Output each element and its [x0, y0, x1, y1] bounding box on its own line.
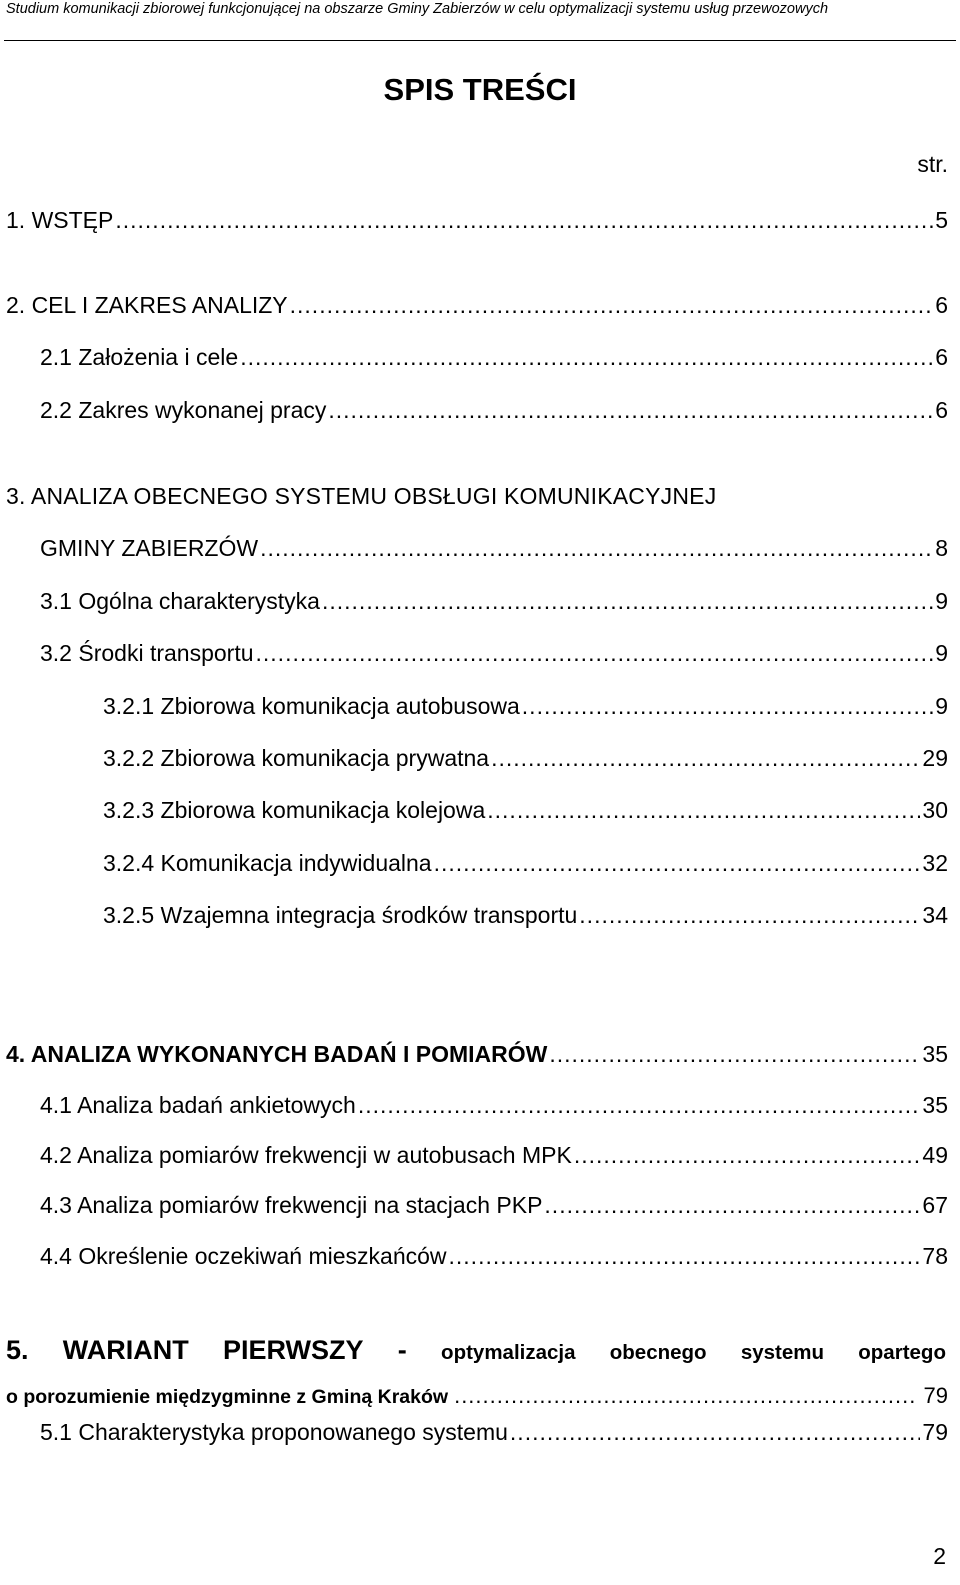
toc-page-number: 9	[935, 640, 948, 666]
dot-leader	[491, 744, 920, 772]
toc-entry-3-2[interactable]	[40, 639, 948, 667]
toc-entry-label: 4.3 Analiza pomiarów frekwencji na stacjach PKP	[40, 1192, 543, 1218]
toc-entry-3-label-line1[interactable]: 3. ANALIZA OBECNEGO SYSTEMU OBSŁUGI KOMUNIKACYJNEJ	[6, 483, 717, 509]
toc-page-number: 29	[922, 745, 948, 771]
toc-page-number: 49	[922, 1142, 948, 1168]
toc-entry-2[interactable]	[6, 291, 948, 319]
running-header: Studium komunikacji zbiorowej funkcjonującej na obszarze Gminy Zabierzów w celu optymalizacji systemu usług przewozowych	[6, 1, 829, 17]
toc-entry-2-2[interactable]	[40, 396, 948, 424]
toc-entry-4-4[interactable]	[40, 1242, 948, 1270]
toc-entry-3-2-1[interactable]	[103, 692, 948, 720]
toc-entry-label: GMINY ZABIERZÓW	[40, 535, 259, 561]
toc-page-number: 8	[935, 535, 948, 561]
toc-entry-label: 3.2.4 Komunikacja indywidualna	[103, 850, 432, 876]
dot-leader	[549, 1040, 920, 1068]
toc-word: opartego	[858, 1341, 946, 1364]
toc-entry-3-2-2[interactable]	[103, 744, 948, 772]
toc-entry-5-1[interactable]	[40, 1418, 948, 1446]
dot-leader	[256, 639, 934, 667]
toc-page-number: 6	[935, 292, 948, 318]
toc-entry-label: 2.2 Zakres wykonanej pracy	[40, 397, 327, 423]
dot-leader	[290, 291, 934, 319]
toc-entry-label: 4. ANALIZA WYKONANYCH BADAŃ I POMIARÓW	[6, 1041, 548, 1067]
toc-entry-4-1[interactable]	[40, 1091, 948, 1119]
toc-entry-5[interactable]	[6, 1383, 948, 1410]
toc-page-number: 30	[922, 797, 948, 823]
toc-entry-label: 4.1 Analiza badań ankietowych	[40, 1092, 356, 1118]
toc-page-number: 78	[922, 1243, 948, 1269]
dot-leader	[322, 587, 933, 615]
toc-entry-label: 5.1 Charakterystyka proponowanego systemu	[40, 1419, 508, 1445]
dot-leader	[510, 1418, 920, 1446]
toc-entry-label: 4.4 Określenie oczekiwań mieszkańców	[40, 1243, 447, 1269]
toc-word: PIERWSZY	[223, 1335, 364, 1365]
toc-entry-3-2-4[interactable]	[103, 849, 948, 877]
toc-page-number: 32	[922, 850, 948, 876]
dot-leader	[434, 849, 921, 877]
toc-entry-label: 4.2 Analiza pomiarów frekwencji w autobusach MPK	[40, 1142, 572, 1168]
toc-page-number: 79	[923, 1383, 948, 1408]
toc-page-number: 6	[935, 397, 948, 423]
toc-page-number: 34	[922, 902, 948, 928]
dot-leader	[522, 692, 933, 720]
toc-word: optymalizacja	[441, 1341, 576, 1364]
toc-entry-label: 1. WSTĘP	[6, 207, 114, 233]
toc-page-number: 35	[922, 1092, 948, 1118]
toc-entry-5-label-line1[interactable]	[6, 1335, 946, 1366]
toc-entry-label: 2.1 Założenia i cele	[40, 344, 239, 370]
toc-entry-1[interactable]	[6, 206, 948, 234]
toc-entry-3-2-3[interactable]	[103, 796, 948, 824]
toc-word: -	[397, 1335, 407, 1365]
toc-page-number: 67	[922, 1192, 948, 1218]
dot-leader	[358, 1091, 921, 1119]
toc-entry-4-2[interactable]	[40, 1141, 948, 1169]
toc-entry-4[interactable]	[6, 1040, 948, 1068]
toc-page-number: 5	[935, 207, 948, 233]
toc-entry-2-1[interactable]	[40, 343, 948, 371]
dot-leader	[544, 1191, 920, 1219]
page-column-label: str.	[917, 151, 948, 177]
dot-leader	[487, 796, 920, 824]
toc-entry-3-2-5[interactable]	[103, 901, 948, 929]
toc-page-number: 35	[922, 1041, 948, 1067]
page-title: SPIS TREŚCI	[383, 72, 577, 107]
toc-word: obecnego	[609, 1341, 707, 1364]
dot-leader	[454, 1383, 917, 1409]
toc-entry-3[interactable]	[40, 534, 948, 562]
toc-entry-label: 3.2 Środki transportu	[40, 640, 254, 666]
header-divider	[4, 40, 956, 41]
toc-page-number: 79	[922, 1419, 948, 1445]
toc-page-number: 9	[935, 693, 948, 719]
toc-word: systemu	[740, 1341, 825, 1364]
toc-entry-label: 3.2.2 Zbiorowa komunikacja prywatna	[103, 745, 490, 771]
toc-page-number: 9	[935, 588, 948, 614]
toc-entry-label: 3.2.5 Wzajemna integracja środków transportu	[103, 902, 578, 928]
toc-entry-label: 2. CEL I ZAKRES ANALIZY	[6, 292, 288, 318]
toc-entry-4-3[interactable]	[40, 1191, 948, 1219]
dot-leader	[260, 534, 933, 562]
toc-entry-label: 3.2.1 Zbiorowa komunikacja autobusowa	[103, 693, 520, 719]
page-number: 2	[933, 1543, 946, 1569]
toc-entry-label: 3.2.3 Zbiorowa komunikacja kolejowa	[103, 797, 486, 823]
dot-leader	[449, 1242, 921, 1270]
dot-leader	[579, 901, 920, 929]
toc-word: WARIANT	[62, 1335, 189, 1365]
dot-leader	[240, 343, 933, 371]
toc-entry-3-1[interactable]	[40, 587, 948, 615]
toc-entry-label: 3.1 Ogólna charakterystyka	[40, 588, 320, 614]
dot-leader	[328, 396, 933, 424]
toc-page-number: 6	[935, 344, 948, 370]
dot-leader	[574, 1141, 921, 1169]
toc-word: 5.	[6, 1335, 29, 1365]
toc-entry-label: o porozumienie międzygminne z Gminą Kraków	[6, 1386, 449, 1408]
dot-leader	[115, 206, 933, 234]
